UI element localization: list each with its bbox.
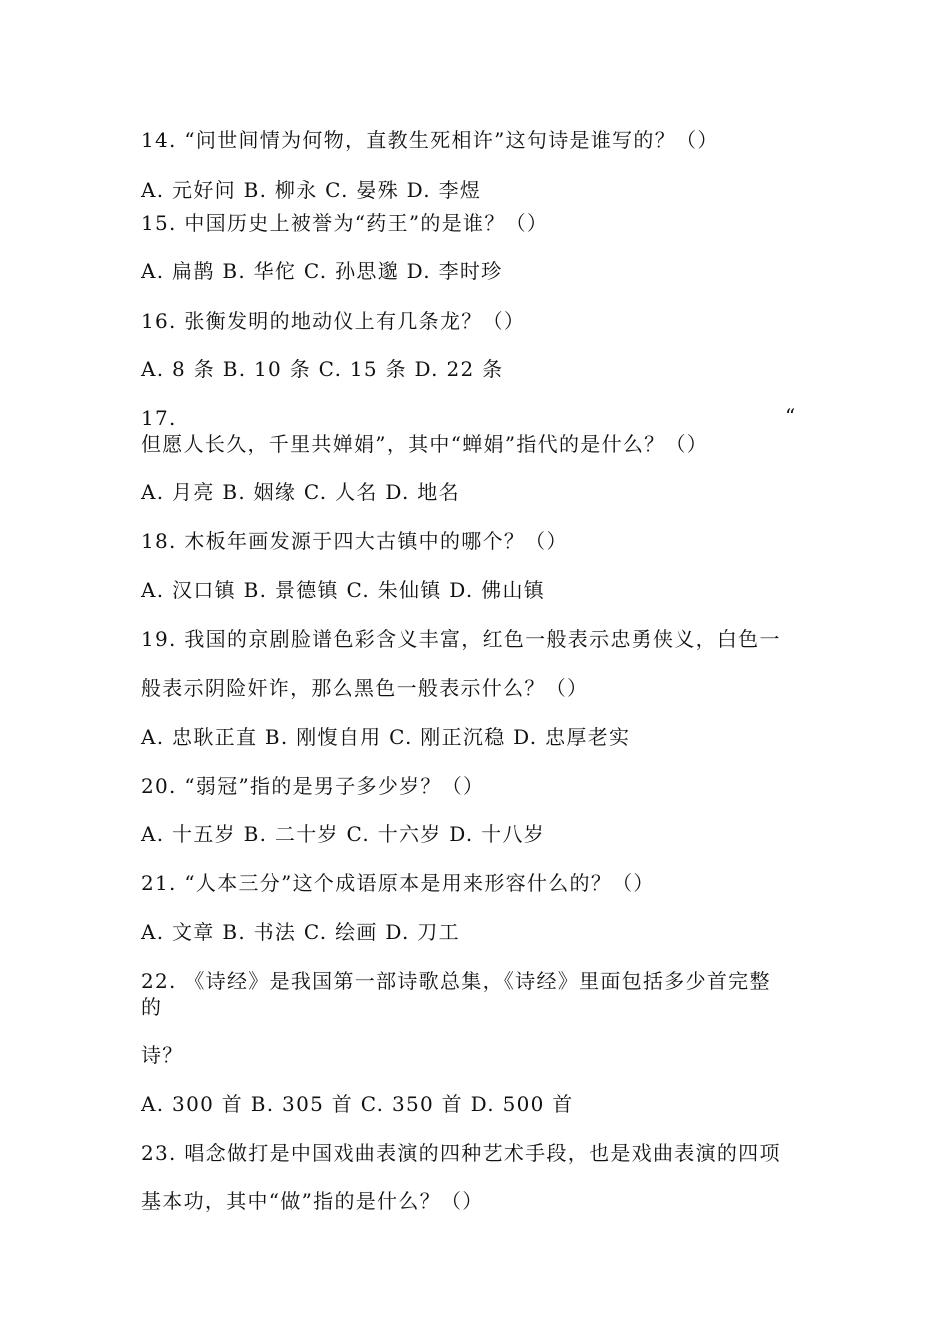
question-20-text: 20. “弱冠”指的是男子多少岁？（） [141,774,485,798]
question-20-options: A. 十五岁 B. 二十岁 C. 十六岁 D. 十八岁 [141,822,546,846]
question-22-text-line2: 的 [141,995,163,1019]
question-17-text: 但愿人长久，千里共婵娟”，其中“蝉娟”指代的是什么？（） [141,432,709,456]
question-22-text-line1: 22. 《诗经》是我国第一部诗歌总集，《诗经》里面包括多少首完整 [141,969,771,993]
question-15-options: A. 扁鹊 B. 华佗 C. 孙思邈 D. 李时珍 [141,259,503,283]
question-14-text: 14. “问世间情为何物，直教生死相许”这句诗是谁写的？（） [141,128,719,152]
question-17-quote-mark: “ [785,404,796,428]
question-22-options: A. 300 首 B. 305 首 C. 350 首 D. 500 首 [141,1092,574,1116]
question-19-text-line1: 19. 我国的京剧脸谱色彩含义丰富，红色一般表示忠勇侠义，白色一 [141,627,781,651]
question-19-text-line2: 般表示阴险奸诈，那么黑色一般表示什么？（） [141,676,589,700]
question-16-options: A. 8 条 B. 10 条 C. 15 条 D. 22 条 [141,357,504,381]
question-17-options: A. 月亮 B. 姻缘 C. 人名 D. 地名 [141,480,460,504]
question-17-number: 17. [141,406,177,430]
question-14-options: A. 元好问 B. 柳永 C. 晏殊 D. 李煜 [141,178,482,202]
question-15-text: 15. 中国历史上被誉为“药王”的是谁？（） [141,211,549,235]
question-22-text-line3: 诗？ [141,1043,184,1067]
question-18-options: A. 汉口镇 B. 景德镇 C. 朱仙镇 D. 佛山镇 [141,578,546,602]
question-19-options: A. 忠耿正直 B. 刚愎自用 C. 刚正沉稳 D. 忠厚老实 [141,725,631,749]
question-16-text: 16. 张衡发明的地动仪上有几条龙？（） [141,309,526,333]
question-18-text: 18. 木板年画发源于四大古镇中的哪个？（） [141,529,568,553]
question-21-options: A. 文章 B. 书法 C. 绘画 D. 刀工 [141,920,460,944]
question-23-text-line2: 基本功，其中“做”指的是什么？（） [141,1189,484,1213]
question-23-text-line1: 23. 唱念做打是中国戏曲表演的四种艺术手段，也是戏曲表演的四项 [141,1141,781,1165]
question-21-text: 21. “人本三分”这个成语原本是用来形容什么的？（） [141,871,655,895]
